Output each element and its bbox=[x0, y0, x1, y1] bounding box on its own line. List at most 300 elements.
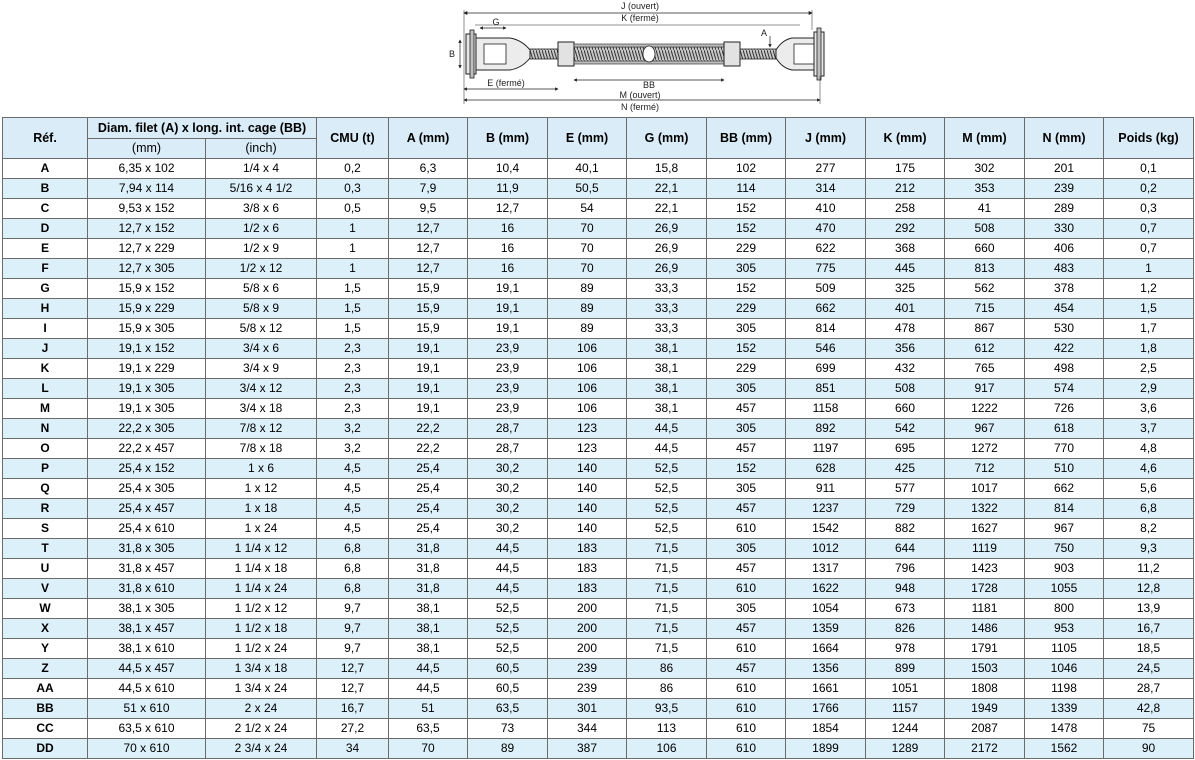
cell-b: 44,5 bbox=[468, 579, 548, 599]
cell-poids: 4,6 bbox=[1104, 459, 1194, 479]
cell-bb: 229 bbox=[707, 359, 786, 379]
cell-diam-mm: 19,1 x 305 bbox=[88, 399, 206, 419]
cell-e: 50,5 bbox=[548, 179, 627, 199]
cell-e: 40,1 bbox=[548, 159, 627, 179]
cell-k: 175 bbox=[866, 159, 945, 179]
label-e: E (fermé) bbox=[487, 78, 525, 88]
cell-diam-mm: 22,2 x 305 bbox=[88, 419, 206, 439]
cell-e: 89 bbox=[548, 319, 627, 339]
cell-j: 1661 bbox=[786, 679, 866, 699]
cell-m: 1272 bbox=[945, 439, 1025, 459]
right-thread bbox=[740, 49, 776, 59]
cell-b: 19,1 bbox=[468, 299, 548, 319]
cell-k: 1289 bbox=[866, 739, 945, 759]
cell-diam-inch: 3/4 x 12 bbox=[206, 379, 317, 399]
cell-cmu: 1 bbox=[317, 219, 389, 239]
cell-k: 508 bbox=[866, 379, 945, 399]
header-e: E (mm) bbox=[548, 118, 627, 159]
cell-m: 1949 bbox=[945, 699, 1025, 719]
cell-b: 30,2 bbox=[468, 459, 548, 479]
cell-a: 19,1 bbox=[389, 339, 468, 359]
cell-ref: F bbox=[3, 259, 88, 279]
cell-bb: 305 bbox=[707, 379, 786, 399]
header-poids: Poids (kg) bbox=[1104, 118, 1194, 159]
cell-diam-inch: 1/2 x 12 bbox=[206, 259, 317, 279]
cell-n: 800 bbox=[1025, 599, 1104, 619]
cell-n: 1105 bbox=[1025, 639, 1104, 659]
cell-m: 765 bbox=[945, 359, 1025, 379]
cell-e: 89 bbox=[548, 279, 627, 299]
header-a: A (mm) bbox=[389, 118, 468, 159]
cell-bb: 457 bbox=[707, 559, 786, 579]
cell-g: 38,1 bbox=[627, 359, 707, 379]
cell-m: 1728 bbox=[945, 579, 1025, 599]
cell-poids: 0,7 bbox=[1104, 239, 1194, 259]
cell-j: 1542 bbox=[786, 519, 866, 539]
header-k: K (mm) bbox=[866, 118, 945, 159]
cell-m: 2087 bbox=[945, 719, 1025, 739]
cell-n: 530 bbox=[1025, 319, 1104, 339]
table-row bbox=[3, 739, 1194, 759]
cell-m: 1017 bbox=[945, 479, 1025, 499]
cell-k: 826 bbox=[866, 619, 945, 639]
cell-bb: 610 bbox=[707, 719, 786, 739]
table-header bbox=[3, 118, 1194, 159]
cell-e: 239 bbox=[548, 679, 627, 699]
cell-k: 258 bbox=[866, 199, 945, 219]
cell-diam-inch: 2 3/4 x 24 bbox=[206, 739, 317, 759]
cell-diam-mm: 12,7 x 152 bbox=[88, 219, 206, 239]
cell-j: 851 bbox=[786, 379, 866, 399]
cell-diam-inch: 1/2 x 6 bbox=[206, 219, 317, 239]
cell-g: 106 bbox=[627, 739, 707, 759]
cell-g: 52,5 bbox=[627, 519, 707, 539]
table-row bbox=[3, 359, 1194, 379]
cell-poids: 2,5 bbox=[1104, 359, 1194, 379]
cell-diam-inch: 3/8 x 6 bbox=[206, 199, 317, 219]
cell-j: 1854 bbox=[786, 719, 866, 739]
cell-cmu: 16,7 bbox=[317, 699, 389, 719]
cell-n: 422 bbox=[1025, 339, 1104, 359]
cell-k: 325 bbox=[866, 279, 945, 299]
cell-a: 44,5 bbox=[389, 659, 468, 679]
cell-diam-mm: 15,9 x 152 bbox=[88, 279, 206, 299]
cell-bb: 305 bbox=[707, 259, 786, 279]
cell-n: 953 bbox=[1025, 619, 1104, 639]
cell-bb: 305 bbox=[707, 419, 786, 439]
cell-n: 750 bbox=[1025, 539, 1104, 559]
cell-bb: 610 bbox=[707, 699, 786, 719]
cell-g: 86 bbox=[627, 679, 707, 699]
cell-b: 60,5 bbox=[468, 659, 548, 679]
cell-ref: AA bbox=[3, 679, 88, 699]
cell-ref: G bbox=[3, 279, 88, 299]
cell-poids: 1,8 bbox=[1104, 339, 1194, 359]
cell-g: 33,3 bbox=[627, 319, 707, 339]
table-row bbox=[3, 579, 1194, 599]
cell-m: 917 bbox=[945, 379, 1025, 399]
header-b: B (mm) bbox=[468, 118, 548, 159]
cell-cmu: 6,8 bbox=[317, 539, 389, 559]
cell-cmu: 9,7 bbox=[317, 639, 389, 659]
cell-j: 1664 bbox=[786, 639, 866, 659]
cell-poids: 18,5 bbox=[1104, 639, 1194, 659]
table-row bbox=[3, 619, 1194, 639]
cell-m: 562 bbox=[945, 279, 1025, 299]
cell-b: 52,5 bbox=[468, 619, 548, 639]
cell-poids: 1 bbox=[1104, 259, 1194, 279]
cell-poids: 28,7 bbox=[1104, 679, 1194, 699]
cell-a: 12,7 bbox=[389, 219, 468, 239]
cell-diam-mm: 44,5 x 457 bbox=[88, 659, 206, 679]
table-row bbox=[3, 419, 1194, 439]
cell-bb: 457 bbox=[707, 399, 786, 419]
cell-ref: Y bbox=[3, 639, 88, 659]
cell-cmu: 1,5 bbox=[317, 299, 389, 319]
header-inch: (inch) bbox=[206, 139, 317, 159]
cell-cmu: 1 bbox=[317, 259, 389, 279]
cell-m: 660 bbox=[945, 239, 1025, 259]
cell-g: 52,5 bbox=[627, 459, 707, 479]
cell-k: 978 bbox=[866, 639, 945, 659]
cell-k: 1051 bbox=[866, 679, 945, 699]
cell-j: 1359 bbox=[786, 619, 866, 639]
cell-g: 113 bbox=[627, 719, 707, 739]
cell-ref: K bbox=[3, 359, 88, 379]
cell-k: 899 bbox=[866, 659, 945, 679]
cell-b: 63,5 bbox=[468, 699, 548, 719]
cell-diam-mm: 9,53 x 152 bbox=[88, 199, 206, 219]
cell-g: 71,5 bbox=[627, 539, 707, 559]
cell-m: 1503 bbox=[945, 659, 1025, 679]
cell-a: 22,2 bbox=[389, 439, 468, 459]
cell-g: 26,9 bbox=[627, 219, 707, 239]
table-row bbox=[3, 459, 1194, 479]
cell-ref: Z bbox=[3, 659, 88, 679]
cell-g: 71,5 bbox=[627, 619, 707, 639]
cell-poids: 2,9 bbox=[1104, 379, 1194, 399]
cell-b: 16 bbox=[468, 219, 548, 239]
cell-a: 12,7 bbox=[389, 259, 468, 279]
cell-m: 712 bbox=[945, 459, 1025, 479]
cell-j: 1012 bbox=[786, 539, 866, 559]
cell-ref: B bbox=[3, 179, 88, 199]
cell-poids: 75 bbox=[1104, 719, 1194, 739]
cell-n: 498 bbox=[1025, 359, 1104, 379]
cell-diam-inch: 1 x 24 bbox=[206, 519, 317, 539]
cell-b: 73 bbox=[468, 719, 548, 739]
cell-j: 314 bbox=[786, 179, 866, 199]
cell-cmu: 6,8 bbox=[317, 559, 389, 579]
cell-bb: 152 bbox=[707, 279, 786, 299]
cell-n: 814 bbox=[1025, 499, 1104, 519]
cell-diam-inch: 2 x 24 bbox=[206, 699, 317, 719]
cell-j: 699 bbox=[786, 359, 866, 379]
cell-bb: 610 bbox=[707, 519, 786, 539]
cell-j: 1317 bbox=[786, 559, 866, 579]
cell-poids: 11,2 bbox=[1104, 559, 1194, 579]
cell-j: 814 bbox=[786, 319, 866, 339]
cell-cmu: 9,7 bbox=[317, 599, 389, 619]
cell-k: 356 bbox=[866, 339, 945, 359]
cell-j: 509 bbox=[786, 279, 866, 299]
cell-g: 33,3 bbox=[627, 279, 707, 299]
cell-bb: 305 bbox=[707, 479, 786, 499]
turnbuckle-body bbox=[558, 42, 740, 66]
cell-j: 892 bbox=[786, 419, 866, 439]
header-m: M (mm) bbox=[945, 118, 1025, 159]
cell-diam-mm: 38,1 x 457 bbox=[88, 619, 206, 639]
cell-poids: 16,7 bbox=[1104, 619, 1194, 639]
cell-ref: D bbox=[3, 219, 88, 239]
cell-poids: 1,2 bbox=[1104, 279, 1194, 299]
cell-diam-inch: 3/4 x 6 bbox=[206, 339, 317, 359]
cell-a: 25,4 bbox=[389, 499, 468, 519]
cell-j: 277 bbox=[786, 159, 866, 179]
cell-m: 1791 bbox=[945, 639, 1025, 659]
cell-g: 44,5 bbox=[627, 439, 707, 459]
cell-ref: E bbox=[3, 239, 88, 259]
cell-b: 30,2 bbox=[468, 479, 548, 499]
cell-e: 106 bbox=[548, 339, 627, 359]
cell-j: 1356 bbox=[786, 659, 866, 679]
table-row bbox=[3, 439, 1194, 459]
cell-ref: R bbox=[3, 499, 88, 519]
cell-n: 239 bbox=[1025, 179, 1104, 199]
cell-diam-inch: 1 1/4 x 12 bbox=[206, 539, 317, 559]
cell-g: 93,5 bbox=[627, 699, 707, 719]
table-row bbox=[3, 479, 1194, 499]
table-row bbox=[3, 539, 1194, 559]
cell-n: 1198 bbox=[1025, 679, 1104, 699]
cell-diam-inch: 1 1/4 x 18 bbox=[206, 559, 317, 579]
cell-a: 12,7 bbox=[389, 239, 468, 259]
cell-b: 19,1 bbox=[468, 319, 548, 339]
cell-ref: I bbox=[3, 319, 88, 339]
cell-poids: 90 bbox=[1104, 739, 1194, 759]
cell-bb: 229 bbox=[707, 299, 786, 319]
cell-k: 673 bbox=[866, 599, 945, 619]
cell-bb: 229 bbox=[707, 239, 786, 259]
cell-a: 38,1 bbox=[389, 619, 468, 639]
cell-g: 26,9 bbox=[627, 259, 707, 279]
cell-g: 33,3 bbox=[627, 299, 707, 319]
cell-n: 1339 bbox=[1025, 699, 1104, 719]
cell-k: 948 bbox=[866, 579, 945, 599]
turnbuckle-diagram bbox=[440, 0, 830, 116]
cell-diam-inch: 3/4 x 9 bbox=[206, 359, 317, 379]
cell-e: 183 bbox=[548, 559, 627, 579]
cell-g: 38,1 bbox=[627, 339, 707, 359]
table-row bbox=[3, 339, 1194, 359]
table-body bbox=[3, 159, 1194, 759]
cell-n: 574 bbox=[1025, 379, 1104, 399]
cell-e: 301 bbox=[548, 699, 627, 719]
cell-bb: 457 bbox=[707, 659, 786, 679]
cell-diam-inch: 1/4 x 4 bbox=[206, 159, 317, 179]
cell-m: 1119 bbox=[945, 539, 1025, 559]
table-row bbox=[3, 559, 1194, 579]
cell-k: 292 bbox=[866, 219, 945, 239]
cell-diam-mm: 25,4 x 305 bbox=[88, 479, 206, 499]
left-jaw bbox=[466, 30, 530, 78]
cell-cmu: 9,7 bbox=[317, 619, 389, 639]
cell-b: 89 bbox=[468, 739, 548, 759]
cell-n: 726 bbox=[1025, 399, 1104, 419]
cell-m: 353 bbox=[945, 179, 1025, 199]
table-row bbox=[3, 519, 1194, 539]
cell-n: 903 bbox=[1025, 559, 1104, 579]
cell-diam-inch: 2 1/2 x 24 bbox=[206, 719, 317, 739]
cell-diam-mm: 12,7 x 229 bbox=[88, 239, 206, 259]
cell-n: 378 bbox=[1025, 279, 1104, 299]
cell-ref: M bbox=[3, 399, 88, 419]
cell-ref: H bbox=[3, 299, 88, 319]
cell-cmu: 0,5 bbox=[317, 199, 389, 219]
table-row bbox=[3, 259, 1194, 279]
cell-diam-mm: 44,5 x 610 bbox=[88, 679, 206, 699]
cell-bb: 610 bbox=[707, 739, 786, 759]
cell-e: 106 bbox=[548, 379, 627, 399]
cell-diam-inch: 1 1/2 x 24 bbox=[206, 639, 317, 659]
cell-diam-inch: 1 1/4 x 24 bbox=[206, 579, 317, 599]
cell-j: 622 bbox=[786, 239, 866, 259]
cell-b: 23,9 bbox=[468, 339, 548, 359]
cell-k: 212 bbox=[866, 179, 945, 199]
cell-b: 44,5 bbox=[468, 559, 548, 579]
cell-m: 612 bbox=[945, 339, 1025, 359]
label-a: A bbox=[760, 28, 768, 38]
cell-m: 1627 bbox=[945, 519, 1025, 539]
cell-k: 695 bbox=[866, 439, 945, 459]
cell-b: 52,5 bbox=[468, 639, 548, 659]
cell-m: 967 bbox=[945, 419, 1025, 439]
cell-cmu: 12,7 bbox=[317, 679, 389, 699]
cell-b: 30,2 bbox=[468, 519, 548, 539]
cell-bb: 457 bbox=[707, 499, 786, 519]
cell-cmu: 0,3 bbox=[317, 179, 389, 199]
cell-cmu: 1,5 bbox=[317, 319, 389, 339]
cell-a: 15,9 bbox=[389, 299, 468, 319]
cell-n: 770 bbox=[1025, 439, 1104, 459]
table-row bbox=[3, 319, 1194, 339]
cell-bb: 305 bbox=[707, 319, 786, 339]
cell-a: 7,9 bbox=[389, 179, 468, 199]
cell-cmu: 2,3 bbox=[317, 399, 389, 419]
cell-e: 70 bbox=[548, 239, 627, 259]
cell-b: 60,5 bbox=[468, 679, 548, 699]
cell-j: 546 bbox=[786, 339, 866, 359]
cell-ref: W bbox=[3, 599, 88, 619]
cell-cmu: 4,5 bbox=[317, 459, 389, 479]
cell-ref: A bbox=[3, 159, 88, 179]
cell-m: 867 bbox=[945, 319, 1025, 339]
cell-cmu: 2,3 bbox=[317, 379, 389, 399]
cell-cmu: 3,2 bbox=[317, 419, 389, 439]
table-row bbox=[3, 499, 1194, 519]
cell-diam-inch: 1 1/2 x 18 bbox=[206, 619, 317, 639]
cell-e: 140 bbox=[548, 459, 627, 479]
label-n: N (fermé) bbox=[621, 102, 659, 112]
cell-poids: 13,9 bbox=[1104, 599, 1194, 619]
cell-b: 44,5 bbox=[468, 539, 548, 559]
cell-poids: 5,6 bbox=[1104, 479, 1194, 499]
cell-e: 106 bbox=[548, 359, 627, 379]
cell-e: 106 bbox=[548, 399, 627, 419]
cell-n: 1055 bbox=[1025, 579, 1104, 599]
label-k: K (fermé) bbox=[621, 13, 659, 23]
cell-k: 368 bbox=[866, 239, 945, 259]
label-bb: BB bbox=[642, 80, 656, 90]
cell-j: 1197 bbox=[786, 439, 866, 459]
cell-b: 16 bbox=[468, 239, 548, 259]
cell-poids: 3,7 bbox=[1104, 419, 1194, 439]
cell-n: 201 bbox=[1025, 159, 1104, 179]
cell-n: 330 bbox=[1025, 219, 1104, 239]
cell-e: 140 bbox=[548, 499, 627, 519]
header-ref: Réf. bbox=[3, 118, 88, 159]
cell-k: 882 bbox=[866, 519, 945, 539]
cell-diam-mm: 15,9 x 229 bbox=[88, 299, 206, 319]
cell-j: 911 bbox=[786, 479, 866, 499]
cell-a: 15,9 bbox=[389, 319, 468, 339]
cell-diam-mm: 51 x 610 bbox=[88, 699, 206, 719]
cell-cmu: 27,2 bbox=[317, 719, 389, 739]
cell-diam-inch: 5/8 x 6 bbox=[206, 279, 317, 299]
cell-j: 1054 bbox=[786, 599, 866, 619]
cell-ref: L bbox=[3, 379, 88, 399]
cell-m: 2172 bbox=[945, 739, 1025, 759]
cell-poids: 0,3 bbox=[1104, 199, 1194, 219]
cell-e: 89 bbox=[548, 299, 627, 319]
cell-diam-mm: 15,9 x 305 bbox=[88, 319, 206, 339]
cell-a: 51 bbox=[389, 699, 468, 719]
cell-e: 183 bbox=[548, 579, 627, 599]
cell-n: 1046 bbox=[1025, 659, 1104, 679]
cell-diam-mm: 19,1 x 229 bbox=[88, 359, 206, 379]
header-g: G (mm) bbox=[627, 118, 707, 159]
cell-diam-mm: 25,4 x 610 bbox=[88, 519, 206, 539]
cell-ref: O bbox=[3, 439, 88, 459]
cell-ref: U bbox=[3, 559, 88, 579]
cell-j: 662 bbox=[786, 299, 866, 319]
cell-m: 1322 bbox=[945, 499, 1025, 519]
cell-cmu: 4,5 bbox=[317, 519, 389, 539]
cell-cmu: 34 bbox=[317, 739, 389, 759]
cell-a: 70 bbox=[389, 739, 468, 759]
cell-bb: 114 bbox=[707, 179, 786, 199]
cell-a: 22,2 bbox=[389, 419, 468, 439]
cell-g: 71,5 bbox=[627, 599, 707, 619]
cell-n: 662 bbox=[1025, 479, 1104, 499]
cell-poids: 6,8 bbox=[1104, 499, 1194, 519]
cell-ref: N bbox=[3, 419, 88, 439]
cell-k: 432 bbox=[866, 359, 945, 379]
cell-n: 454 bbox=[1025, 299, 1104, 319]
cell-e: 54 bbox=[548, 199, 627, 219]
cell-bb: 457 bbox=[707, 439, 786, 459]
cell-a: 19,1 bbox=[389, 359, 468, 379]
cell-g: 52,5 bbox=[627, 499, 707, 519]
table-row bbox=[3, 179, 1194, 199]
cell-bb: 152 bbox=[707, 219, 786, 239]
cell-m: 1808 bbox=[945, 679, 1025, 699]
cell-b: 12,7 bbox=[468, 199, 548, 219]
cell-n: 1562 bbox=[1025, 739, 1104, 759]
cell-diam-mm: 19,1 x 305 bbox=[88, 379, 206, 399]
cell-poids: 1,5 bbox=[1104, 299, 1194, 319]
cell-a: 25,4 bbox=[389, 459, 468, 479]
